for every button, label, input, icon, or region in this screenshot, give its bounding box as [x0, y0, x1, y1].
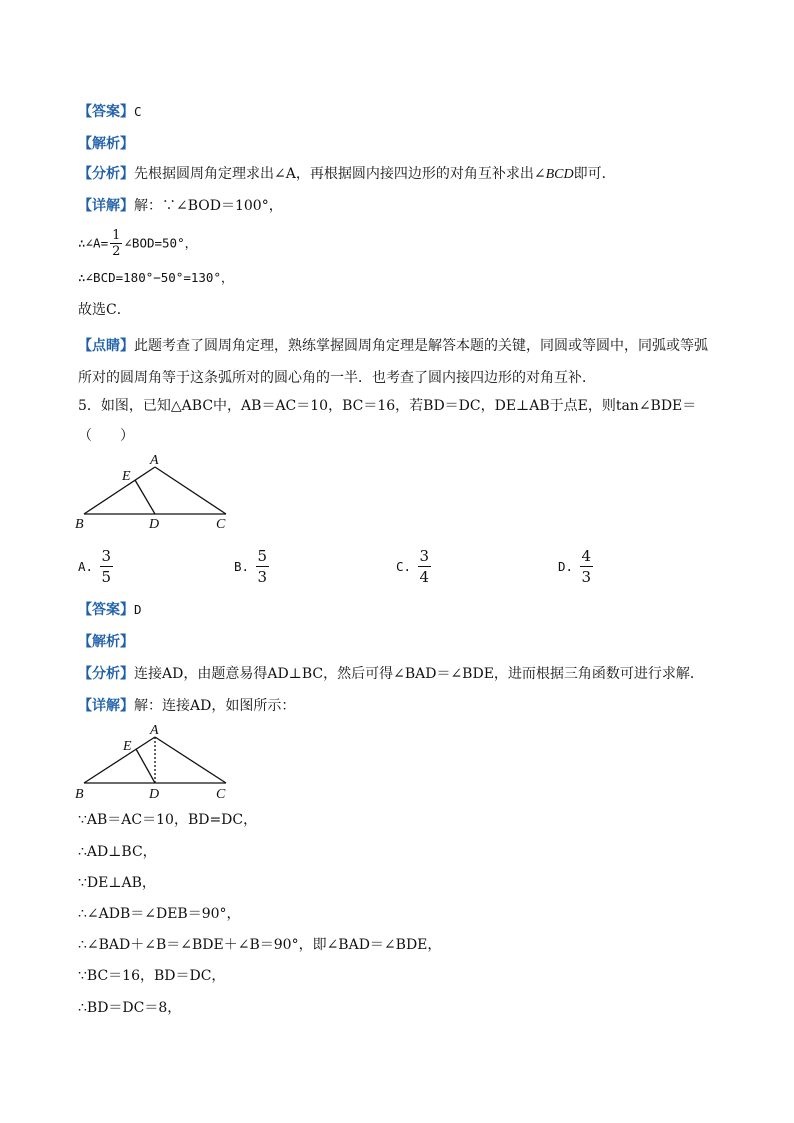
q4-dianjing	[78, 330, 718, 394]
q5-step-5	[78, 935, 441, 955]
label-c: C	[216, 517, 226, 532]
q5-step-3	[78, 873, 156, 893]
step-text: ∴∠ADB＝∠DEB＝90°，	[78, 906, 241, 922]
option-d-fraction	[580, 546, 594, 587]
fenxi-text-end: 即可．	[573, 166, 616, 182]
option-c-den: 4	[419, 568, 430, 586]
dianjing-tag: 【点睛】	[78, 338, 134, 354]
step-text: ∴∠BAD＋∠B＝∠BDE＋∠B＝90°，即∠BAD＝∠BDE，	[78, 937, 442, 953]
option-a-den: 5	[101, 568, 112, 586]
option-a-fraction	[100, 546, 114, 587]
option-b-label: B.	[234, 559, 250, 574]
q5-fenxi-text: 连接AD，由题意易得AD⊥BC，然后可得∠BAD＝∠BDE，进而根据三角函数可进行求解．	[134, 666, 704, 682]
detail-step-1: 解：∵∠BOD＝100°，	[134, 198, 283, 214]
triangle-figure-with-altitude	[70, 720, 240, 805]
q5-stem-line-2	[78, 426, 134, 446]
q5-answer-tag: 【答案】	[78, 602, 134, 618]
half-fraction	[110, 228, 122, 259]
q5-step-1	[78, 810, 257, 830]
fenxi-tag: 【分析】	[78, 166, 134, 182]
q4-analysis-heading	[78, 134, 134, 154]
triangle-figure	[70, 450, 240, 532]
q5-step-6	[78, 966, 225, 986]
fenxi-math: ∠BCD	[533, 167, 574, 182]
step-text: ∴AD⊥BC，	[78, 844, 157, 860]
q5-blank: （ ）	[78, 428, 134, 444]
label-e: E	[122, 469, 131, 484]
option-c-label: C.	[396, 559, 412, 574]
fenxi-text: 先根据圆周角定理求出∠A，再根据圆内接四边形的对角互补求出	[134, 166, 534, 182]
q5-stem: 5．如图，已知△ABC中，AB＝AC＝10，BC＝16，若BD＝DC，DE⊥AB于点E，则tan∠BDE＝	[78, 398, 697, 414]
dianjing-text: 此题考查了圆周角定理，熟练掌握圆周角定理是解答本题的关键，同圆或等圆中，同弧或等弧所对的圆周角等于这条弧所对的圆心角的一半．也考查了圆内接四边形的对角互补．	[78, 338, 708, 386]
answer-value: C	[134, 104, 142, 119]
frac-numerator: 1	[112, 228, 121, 243]
label-a-2: A	[150, 723, 159, 738]
option-b-fraction	[256, 546, 270, 587]
option-a-num: 3	[101, 547, 112, 565]
option-b-num: 5	[257, 547, 268, 565]
option-b-den: 3	[257, 568, 268, 586]
segment-ab-2	[84, 737, 155, 783]
option-c[interactable]	[396, 546, 433, 587]
option-c-num: 3	[419, 547, 430, 565]
label-c-2: C	[216, 787, 226, 802]
step-text: ∵DE⊥AB，	[78, 875, 156, 891]
q4-answer-line	[78, 102, 142, 122]
q4-choose	[78, 300, 131, 320]
q5-answer-line	[78, 600, 142, 620]
q5-answer-value: D	[134, 602, 142, 617]
label-b-2: B	[75, 787, 84, 802]
segment-ab	[84, 467, 155, 514]
q5-fenxi-tag: 【分析】	[78, 666, 134, 682]
q5-detail-tag: 【详解】	[78, 698, 134, 714]
option-d-num: 4	[581, 547, 592, 565]
analysis-tag: 【解析】	[78, 136, 134, 152]
label-b: B	[75, 517, 84, 532]
step-text: ∵BC＝16，BD＝DC，	[78, 968, 226, 984]
q5-fenxi-line	[78, 664, 704, 684]
q5-stem-line-1	[78, 396, 696, 416]
q5-detail-line	[78, 696, 295, 716]
q4-fenxi-line	[78, 164, 616, 185]
frac-denominator: 2	[112, 244, 121, 259]
choose-text: 故选C．	[78, 302, 131, 318]
segment-ac-2	[155, 737, 226, 783]
q5-step-4	[78, 904, 241, 924]
option-a[interactable]	[78, 546, 115, 587]
step3-text: ∴∠BCD=180°−50°=130°，	[78, 270, 234, 285]
step-text: ∵AB＝AC＝10，BD=DC，	[78, 812, 258, 828]
option-d-den: 3	[581, 568, 592, 586]
label-d: D	[149, 517, 160, 532]
segment-de	[135, 480, 155, 514]
label-a: A	[150, 453, 159, 468]
q5-analysis-tag: 【解析】	[78, 634, 134, 650]
segment-ac	[155, 467, 226, 514]
label-e-2: E	[123, 739, 132, 754]
q4-step-3	[78, 268, 234, 288]
q4-detail-line	[78, 196, 283, 216]
option-b[interactable]	[234, 546, 271, 587]
option-d-label: D.	[558, 559, 574, 574]
option-c-fraction	[418, 546, 432, 587]
answer-tag: 【答案】	[78, 104, 134, 120]
label-d-2: D	[149, 787, 160, 802]
q5-step-2	[78, 842, 157, 862]
q4-step-2	[78, 228, 197, 259]
q5-step-7	[78, 998, 181, 1018]
option-d[interactable]	[558, 546, 595, 587]
step2-prefix: ∴∠A=	[78, 235, 109, 251]
step2-suffix: ∠BOD=50°，	[124, 235, 198, 251]
segment-de-2	[136, 749, 155, 783]
q5-detail-text: 解：连接AD，如图所示：	[134, 698, 296, 714]
detail-tag: 【详解】	[78, 198, 134, 214]
q5-analysis-heading	[78, 632, 134, 652]
step-text: ∴BD＝DC＝8，	[78, 1000, 182, 1016]
option-a-label: A.	[78, 559, 94, 574]
